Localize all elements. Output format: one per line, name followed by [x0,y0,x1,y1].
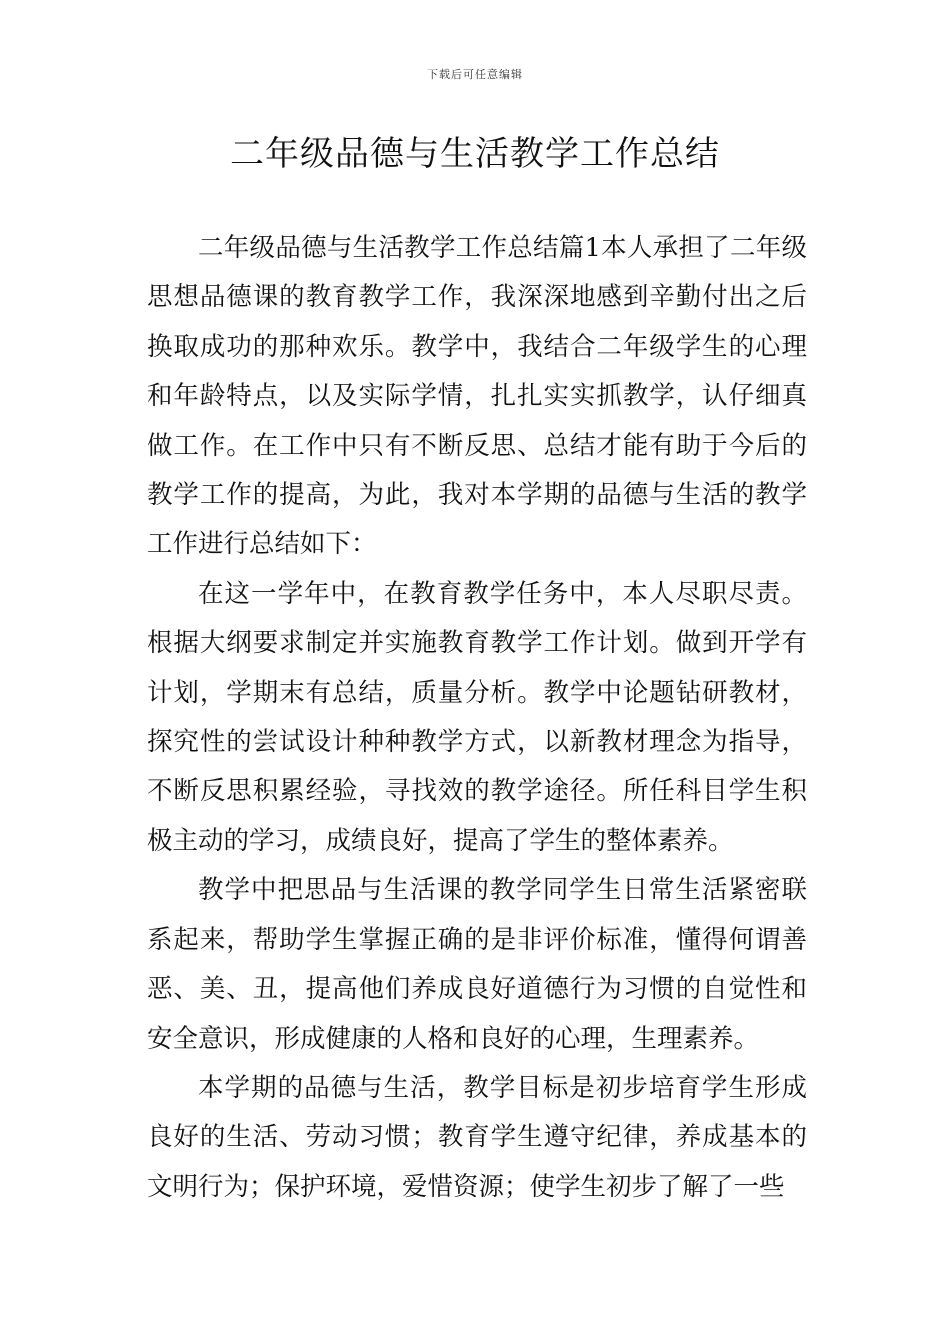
paragraph: 二年级品德与生活教学工作总结篇1本人承担了二年级思想品德课的教育教学工作，我深深地感到辛勤付出之后换取成功的那种欢乐。教学中，我结合二年级学生的心理和年龄特点，以及实际学情，扎扎实实抓教学，认仔细真做工作。在工作中只有不断反思、总结才能有助于今后的教学工作的提高，为此，我对本学期的品德与生活的教学工作进行总结如下： [147,233,807,560]
paragraph: 本学期的品德与生活，教学目标是初步培育学生形成良好的生活、劳动习惯；教育学生遵守纪律，养成基本的文明行为；保护环境，爱惜资源；使学生初步了解了一些 [147,1072,807,1202]
paragraph: 在这一学年中，在教育教学任务中，本人尽职尽责。根据大纲要求制定并实施教育教学工作计划。做到开学有计划，学期末有总结，质量分析。教学中论题钻研教材，探究性的尝试设计种种教学方式，以新教材理念为指导，不断反思积累经验，寻找效的教学途径。所任科目学生积极主动的学习，成绩良好，提高了学生的整体素养。 [147,578,807,856]
page-title: 二年级品德与生活教学工作总结 [230,134,720,174]
paragraph: 教学中把思品与生活课的教学同学生日常生活紧密联系起来，帮助学生掌握正确的是非评价标准，懂得何谓善恶、美、丑，提高他们养成良好道德行为习惯的自觉性和安全意识，形成健康的人格和良好的心理，生理素养。 [147,875,807,1054]
document-body [147,224,807,1212]
header-note: 下载后可任意编辑 [427,68,523,81]
